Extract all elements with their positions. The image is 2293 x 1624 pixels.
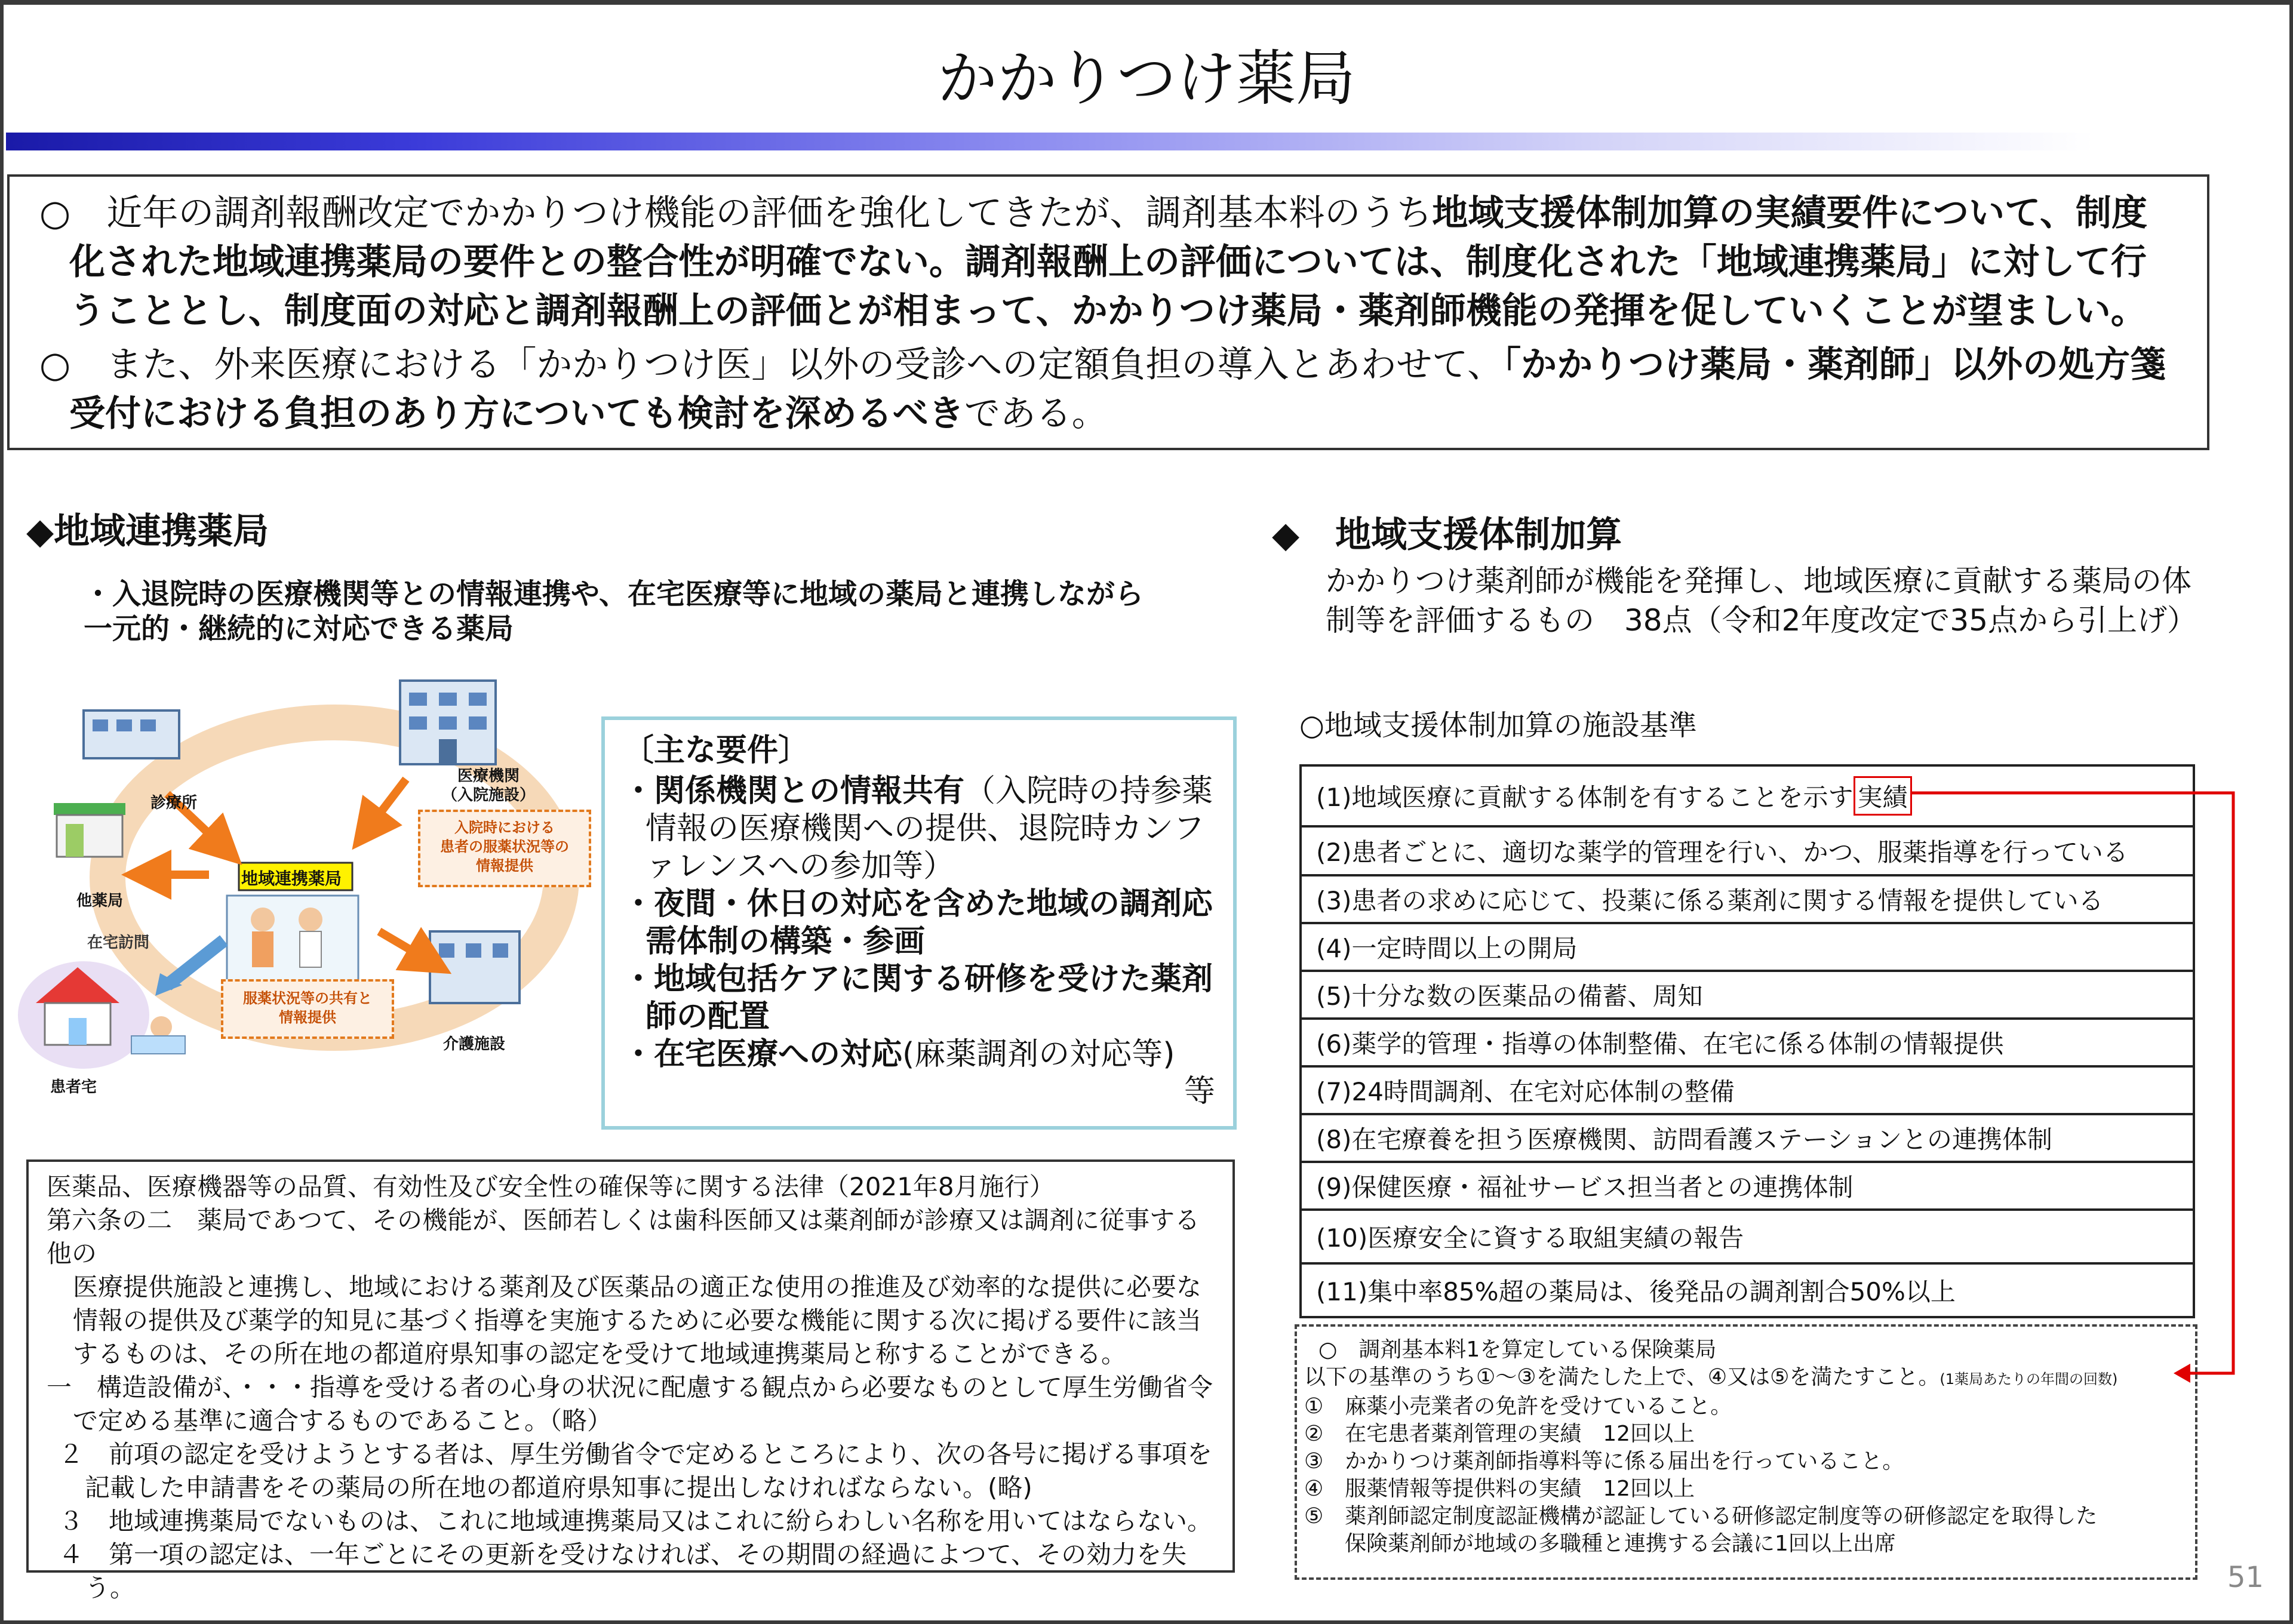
criteria-highlight: 実績: [1854, 776, 1912, 816]
requirement-item: [623, 885, 1215, 961]
requirements-etc: 等: [1184, 1074, 1215, 1109]
label-clinic: 診療所: [150, 794, 198, 812]
requirements-list: [623, 773, 1215, 1074]
extra-item-4: ④ 服薬情報等提供料の実績 12回以上: [1304, 1477, 1695, 1501]
criteria-row: (5)十分な数の医薬品の備蓄、周知: [1299, 970, 2195, 1020]
criteria-row: (6)薬学的管理・指導の体制整備、在宅に係る体制の情報提供: [1299, 1017, 2195, 1068]
label-home-visit: 在宅訪問: [87, 934, 150, 952]
requirement-item: [623, 1036, 1215, 1074]
right-description: かかりつけ薬剤師が機能を発揮し、地域医療に貢献する薬局の体制等を評価するもの 38点（令和2年度改定で35点から引上げ）: [1326, 564, 2197, 638]
slide-title: かかりつけ薬局: [938, 44, 1355, 113]
law-item-2: ２ 前項の認定を受けようとする者は、厚生労働省令で定めるところにより、次の各号に掲げる事項を記載した申請書をその薬局の所在地の都道府県知事に提出しなければならない。(略): [59, 1440, 1213, 1502]
criteria-row: (9)保健医療・福祉サービス担当者との連携体制: [1299, 1161, 2195, 1211]
extra-item-2: ② 在宅患者薬剤管理の実績 12回以上: [1304, 1422, 1695, 1446]
summary-paragraph-1: [39, 189, 2177, 336]
info-admission-box: 入院時における 患者の服薬状況等の 情報提供: [418, 810, 591, 887]
additional-criteria-box: [1295, 1324, 2197, 1580]
requirement-bold: ・在宅医療への対応: [623, 1036, 903, 1072]
left-description: ・入退院時の医療機関等との情報連携や、在宅医療等に地域の薬局と連携しながら一元的・継続的に対応できる薬局: [84, 577, 1144, 645]
extra-title: ○ 調剤基本料1を算定している保険薬局: [1318, 1337, 1717, 1362]
label-care-facility: 介護施設: [443, 1035, 506, 1053]
extra-item-5-cont: 保険薬剤師が地域の多職種と連携する会議に1回以上出席: [1345, 1531, 1896, 1556]
law-item-3: ３ 地域連携薬局でないものは、これに地域連携薬局又はこれに紛らわしい名称を用いてはならない。: [59, 1506, 1213, 1536]
summary-p1-bold: 地域支援体制加算の実績要件について、制度化された地域連携薬局の要件との整合性が明確でない。調剤報酬上の評価については、制度化された「地域連携薬局」に対して行うこととし、制度面の対応と調剤報酬上の評価とが相まって、かかりつけ薬局・薬剤師機能の発揮を促していくことが望ましい。: [69, 192, 2147, 332]
home-visit-arrow: [167, 940, 224, 985]
criteria-row: (2)患者ごとに、適切な薬学的管理を行い、かつ、服薬指導を行っている: [1299, 825, 2195, 876]
network-illustration: [12, 669, 597, 1099]
hospital-building-icon: [400, 681, 496, 764]
label-other-pharmacy: 他薬局: [76, 892, 124, 910]
info-care-box: 服薬状況等の共有と 情報提供: [221, 979, 394, 1039]
summary-box: [7, 174, 2209, 450]
summary-p2-end: である。: [964, 393, 1108, 435]
criteria-text: (1)地域医療に貢献する体制を有することを示す: [1316, 783, 1854, 812]
label-center-pharmacy: 地域連携薬局: [241, 869, 342, 888]
requirement-detail: (麻薬調剤の対応等): [902, 1036, 1175, 1072]
law-item-1: 一 構造設備が、・・・指導を受ける者の心身の状況に配慮する観点から必要なものとして厚生労働省令で定める基準に適合するものであること。（略）: [47, 1373, 1213, 1435]
requirement-item: [623, 961, 1215, 1036]
extra-condition-text: 以下の基準のうち①～③を満たした上で、④又は⑤を満たすこと。: [1304, 1365, 1940, 1389]
extra-condition-note: (1薬局あたりの年間の回数): [1939, 1371, 2118, 1388]
requirement-item: [623, 773, 1215, 885]
criteria-row: (11)集中率85%超の薬局は、後発品の調剤割合50%以上: [1299, 1262, 2195, 1318]
summary-paragraph-2: [39, 340, 2177, 438]
care-facility-icon: [430, 931, 520, 1003]
criteria-link-arrow: [1905, 776, 2239, 1391]
requirement-bold: ・地域包括ケアに関する研修を受けた薬剤師の配置: [623, 961, 1213, 1035]
criteria-row: (10)医療安全に資する取組実績の報告: [1299, 1208, 2195, 1265]
summary-p2-text: ○ また、外来医療における「かかりつけ医」以外の受診への定額負担の導入とあわせて、: [39, 344, 1504, 386]
label-hospital: 医療機関 （入院施設）: [442, 767, 536, 804]
law-item-4: ４ 第一項の認定は、一年ごとにその更新を受けなければ、その期間の経過によつて、その効力を失う。: [59, 1540, 1187, 1603]
criteria-row: (8)在宅療養を担う医療機関、訪問看護ステーションとの連携体制: [1299, 1113, 2195, 1163]
extra-condition: [1304, 1364, 2177, 1393]
right-heading: ◆ 地域支援体制加算: [1272, 514, 1622, 556]
requirements-box: [601, 716, 1237, 1130]
other-pharmacy-icon: [54, 803, 125, 857]
criteria-row: (3)患者の求めに応じて、投薬に係る薬剤に関する情報を提供している: [1299, 874, 2195, 924]
law-excerpt-box: [26, 1159, 1235, 1603]
law-article-head: 第六条の二 薬局であつて、その機能が、医師若しくは歯科医師又は薬剤師が診療又は調剤に従事する他の: [47, 1205, 1200, 1268]
criteria-title: ○地域支援体制加算の施設基準: [1299, 709, 1697, 742]
summary-p1-text: ○ 近年の調剤報酬改定でかかりつけ機能の評価を強化してきたが、調剤基本料のうち: [39, 192, 1433, 234]
law-title: 医薬品、医療機器等の品質、有効性及び安全性の確保等に関する法律（2021年8月施行）: [47, 1172, 1055, 1201]
extra-item-3: ③ かかりつけ薬剤師指導料等に係る届出を行っていること。: [1304, 1449, 1904, 1474]
extra-item-5: ⑤ 薬剤師認定制度認証機構が認証している研修認定制度等の研修認定を取得した: [1304, 1504, 2098, 1528]
requirement-detail: （入院時の持参薬情報の医療機関への提供、退院時カンファレンスへの参加等）: [646, 773, 1213, 884]
summary-p2-bold: 「かかりつけ薬局・薬剤師」以外の処方箋受付における負担のあり方についても検討を深めるべき: [69, 344, 2166, 435]
criteria-row: (7)24時間調剤、在宅対応体制の整備: [1299, 1065, 2195, 1115]
left-heading: ◆地域連携薬局: [26, 510, 269, 552]
clinic-building-icon: [84, 710, 179, 758]
requirements-title: 〔主な要件〕: [623, 733, 810, 768]
requirement-bold: ・夜間・休日の対応を含めた地域の調剤応需体制の構築・参画: [623, 886, 1213, 959]
criteria-row: (4)一定時間以上の開局: [1299, 922, 2195, 972]
page-number: 51: [2227, 1561, 2264, 1594]
requirement-bold: ・関係機関との情報共有: [623, 773, 965, 809]
label-patient-home: 患者宅: [50, 1078, 97, 1096]
extra-item-1: ① 麻薬小売業者の免許を受けていること。: [1304, 1394, 1732, 1419]
title-gradient-bar: [6, 133, 2275, 150]
law-article-body: 医療提供施設と連携し、地域における薬剤及び医薬品の適正な使用の推進及び効率的な提供に必要な情報の提供及び薬学的知見に基づく指導を実施するために必要な機能に関する次に掲げる要件に該当するものは、その所在地の都道府県知事の認定を受けて地域連携薬局と称することができる。: [73, 1272, 1202, 1368]
